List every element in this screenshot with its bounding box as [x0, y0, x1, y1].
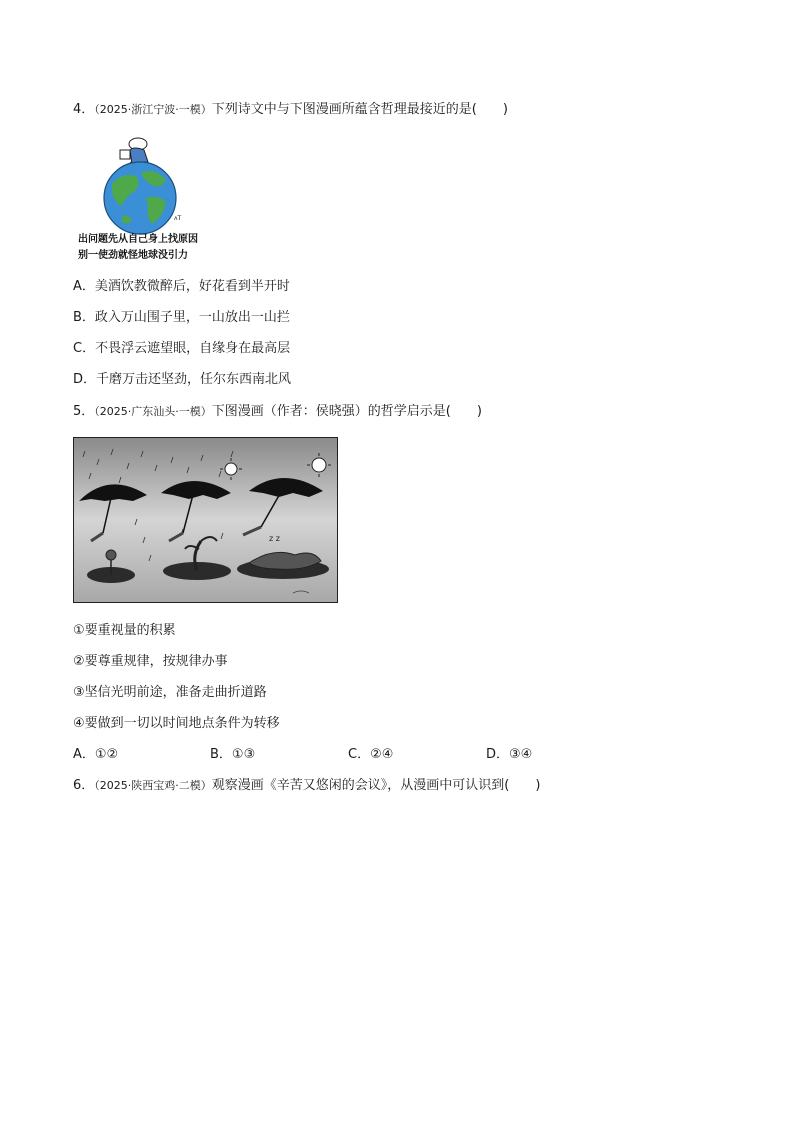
option-d[interactable]: D．千磨万击还坚劲，任尔东西南北风: [73, 372, 292, 387]
cartoon-bag: [120, 150, 130, 159]
option-a[interactable]: A．①②: [73, 747, 119, 762]
question-text: 观察漫画《辛苦又悠闲的会议》，从漫画中可认识到( ): [211, 778, 541, 793]
cartoon-earth-figure: [76, 136, 216, 264]
question-number: 4．: [73, 102, 95, 117]
cartoon-caption-line-2: 别一使劲就怪地球没引力: [78, 250, 188, 261]
question-source: （2025·陕西宝鸡·二模）: [94, 779, 212, 792]
question-number: 6．: [73, 778, 95, 793]
question-6-stem: [73, 777, 540, 795]
question-text: 下列诗文中与下图漫画所蕴含哲理最接近的是( ): [211, 102, 508, 117]
statement-4: ④要做到一切以时间地点条件为转移: [73, 716, 280, 731]
question-source: （2025·广东汕头·一模）: [94, 405, 212, 418]
option-c[interactable]: C．②④: [348, 747, 394, 762]
question-text: 下图漫画（作者：侯晓强）的哲学启示是( ): [211, 404, 482, 419]
svg-text:ʌT: ʌT: [174, 215, 182, 222]
option-d[interactable]: D．③④: [486, 747, 533, 762]
question-number: 5．: [73, 404, 95, 419]
cartoon-umbrella-figure: [73, 437, 338, 603]
option-b[interactable]: B．①③: [210, 747, 256, 762]
statement-2: ②要尊重规律，按规律办事: [73, 654, 228, 669]
svg-text:z z: z z: [269, 534, 280, 543]
question-5-stem: [73, 403, 482, 421]
question-source: （2025·浙江宁波·一模）: [94, 103, 212, 116]
question-4-stem: [73, 101, 508, 119]
option-a[interactable]: A．美酒饮教微醉后，好花看到半开时: [73, 279, 290, 294]
statement-3: ③坚信光明前途，准备走曲折道路: [73, 685, 267, 700]
statement-1: ①要重视量的积累: [73, 623, 176, 638]
option-b[interactable]: B．政入万山围子里，一山放出一山拦: [73, 310, 290, 325]
option-c[interactable]: C．不畏浮云遮望眼，自缘身在最高层: [73, 341, 291, 356]
cartoon-caption-line-1: 出问题先从自己身上找原因: [78, 234, 198, 245]
